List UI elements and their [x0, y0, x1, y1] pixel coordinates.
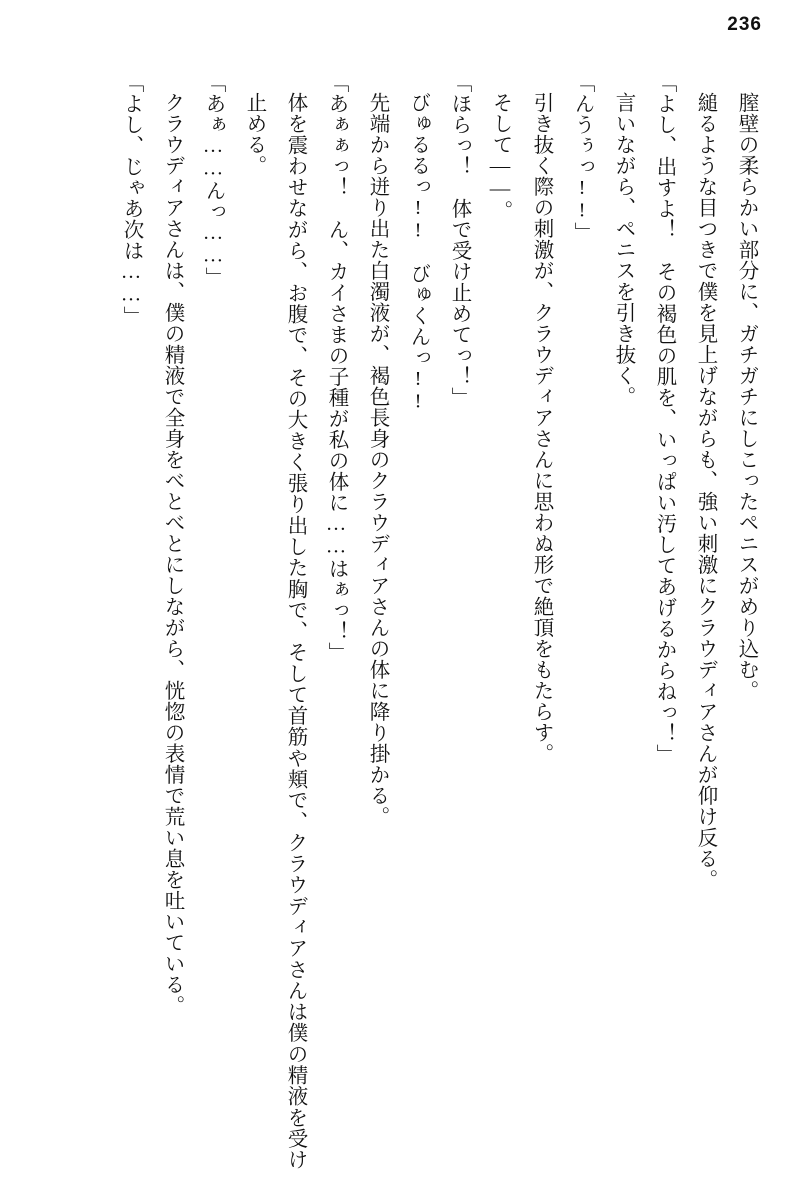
paragraph: 「よし、じゃあ次は……」: [120, 72, 142, 327]
paragraph: 「よし、出すよ！ その褐色の肌を、いっぱい汚してあげるからねっ！」: [653, 72, 675, 765]
paragraph: 言いながら、ペニスを引き抜く。: [612, 92, 634, 407]
paragraph: 「あぁ……んっ……」: [202, 72, 224, 288]
paragraph: クラウディアさんは、僕の精液で全身をべとべとにしながら、恍惚の表情で荒い息を吐いている。: [161, 92, 183, 1016]
page-text-body: [34, 72, 766, 1170]
paragraph: 引き抜く際の刺激が、クラウディアさんに思わぬ形で絶頂をもたらす。: [530, 92, 552, 764]
paragraph: 膣壁の柔らかい部分に、ガチガチにしこったペニスがめり込む。: [735, 92, 757, 701]
paragraph: 体を震わせながら、お腹で、その大きく張り出した胸で、そして首筋や頬で、クラウディアさんは僕の精液を受け止める。: [243, 92, 306, 1170]
paragraph: 「んうぅっ!!」: [571, 72, 593, 243]
page-number: 236: [727, 14, 762, 35]
paragraph: 先端から迸り出た白濁液が、褐色長身のクラウディアさんの体に降り掛かる。: [366, 92, 388, 827]
paragraph: そして――。: [489, 92, 511, 221]
paragraph: 「あぁぁっ！ ん、カイさまの子種が私の体に……はぁっ！」: [325, 72, 347, 663]
paragraph: 縋るような目つきで僕を見上げながらも、強い刺激にクラウディアさんが仰け反る。: [694, 92, 716, 890]
paragraph: びゅるるっ!! びゅくんっ!!: [407, 92, 429, 413]
paragraph: 「ほらっ！ 体で受け止めてっ！」: [448, 72, 470, 408]
